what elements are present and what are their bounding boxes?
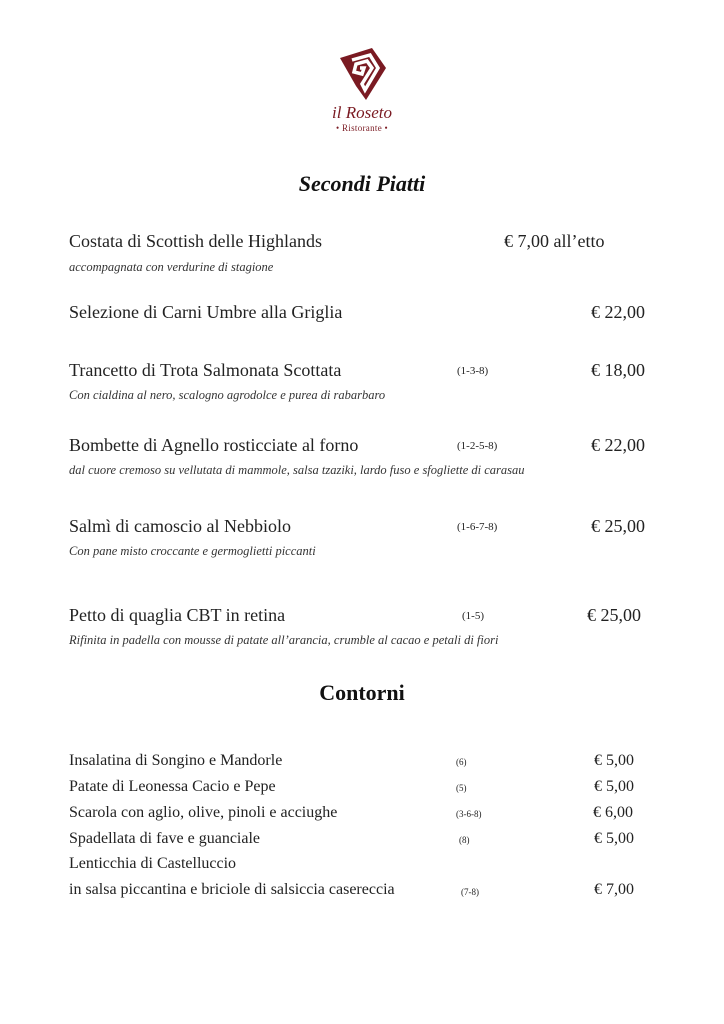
brand-name: il Roseto [332,103,392,122]
rose-logo-icon [332,46,392,102]
menu-item-desc: dal cuore cremoso su vellutata di mammole, salsa tzaziki, lardo fuso e sfogliette di carasau [69,463,525,477]
menu-item-name: Salmì di camoscio al Nebbiolo [69,516,291,536]
section-title-secondi: Secondi Piatti [298,171,426,196]
menu-item-price: € 18,00 [591,360,645,380]
menu-item-price: € 25,00 [591,516,645,536]
side-item-allergens: (6) [456,757,467,767]
menu-item-allergens: (1-5) [462,610,484,622]
side-item-name: Spadellata di fave e guanciale [69,830,261,847]
side-item-allergens: (3-6-8) [456,809,482,819]
menu-item-name: Costata di Scottish delle Highlands [69,231,322,251]
side-item-price: € 6,00 [593,804,633,821]
menu-item-allergens: (1-2-5-8) [457,440,498,452]
side-item-name: Lenticchia di Castelluccio [69,855,237,872]
menu-item-price: € 22,00 [591,435,645,455]
menu-item-price: € 25,00 [587,605,641,625]
menu-item-allergens: (1-3-8) [457,365,489,377]
menu-item-desc: Con pane misto croccante e germoglietti piccanti [69,544,316,558]
menu-item-desc: accompagnata con verdurine di stagione [69,260,274,274]
brand-subtitle: • Ristorante • [336,123,388,133]
side-item-name: Scarola con aglio, olive, pinoli e acciughe [69,804,338,821]
side-item-price: € 7,00 [594,881,634,898]
menu-item-price: € 22,00 [591,302,645,322]
side-item-price: € 5,00 [594,752,634,769]
menu-item-allergens: (1-6-7-8) [457,521,498,533]
menu-item-price: € 7,00 all’etto [504,231,605,251]
menu-item-desc: Con cialdina al nero, scalogno agrodolce e purea di rabarbaro [69,388,386,402]
section-title-contorni: Contorni [319,680,405,705]
menu-item-name: Trancetto di Trota Salmonata Scottata [69,360,342,380]
side-item-price: € 5,00 [594,830,634,847]
side-item-name: in salsa piccantina e briciole di salsiccia casereccia [69,881,395,898]
side-item-allergens: (5) [456,783,467,793]
menu-item-name: Petto di quaglia CBT in retina [69,605,286,625]
side-item-allergens: (8) [459,835,470,845]
side-item-allergens: (7-8) [461,887,479,897]
menu-item-desc: Rifinita in padella con mousse di patate all’arancia, crumble al cacao e petali di fiori [69,633,499,647]
side-item-price: € 5,00 [594,778,634,795]
menu-item-name: Selezione di Carni Umbre alla Griglia [69,302,343,322]
menu-item-name: Bombette di Agnello rosticciate al forno [69,435,359,455]
side-item-name: Patate di Leonessa Cacio e Pepe [69,778,276,795]
side-item-name: Insalatina di Songino e Mandorle [69,752,283,769]
